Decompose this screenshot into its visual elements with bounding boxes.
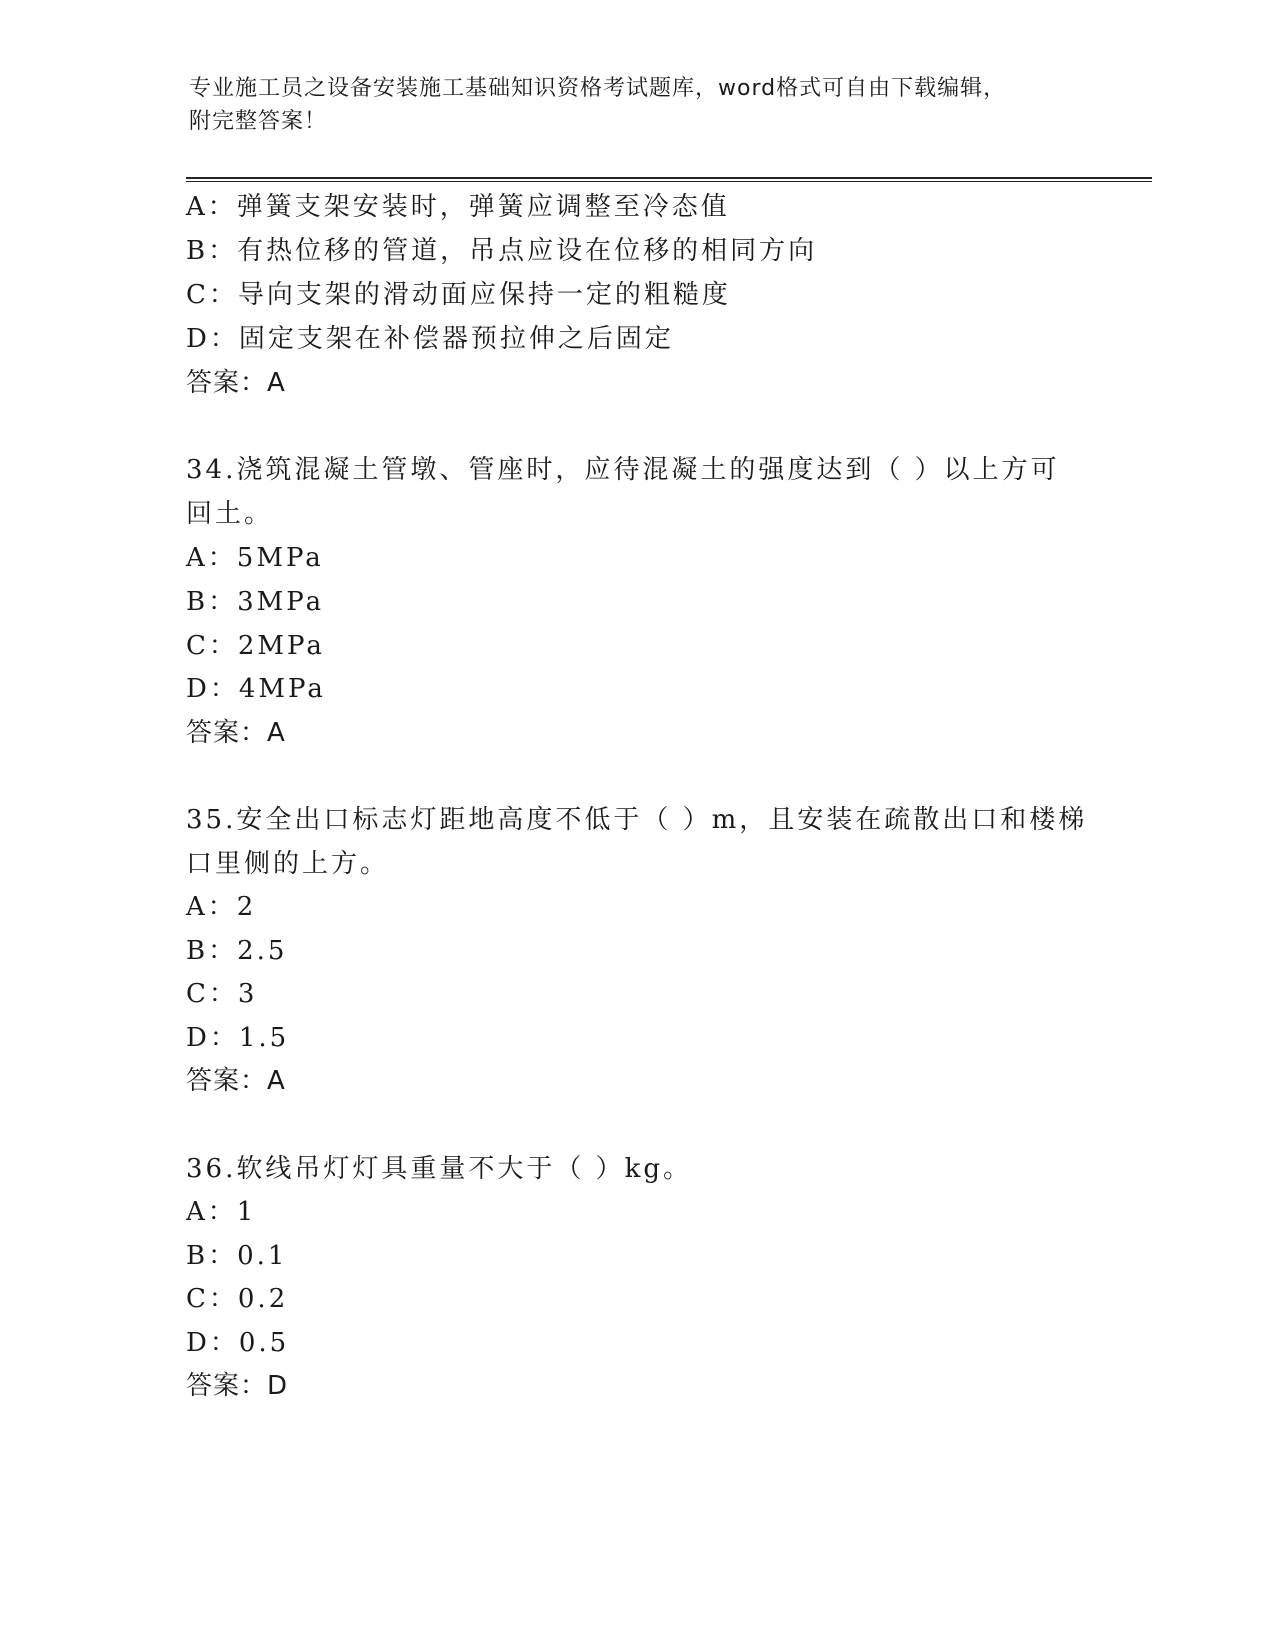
q33-answer: 答案：A [186, 368, 286, 398]
document-header [189, 72, 1089, 138]
q36-answer: 答案：D [186, 1371, 289, 1401]
q36-option-c: C：0.2 [186, 1284, 289, 1314]
q34-option-b: B：3MPa [186, 587, 325, 617]
q34-option-d: D：4MPa [186, 674, 326, 704]
q35-option-a: A：2 [186, 892, 257, 922]
q35-option-b: B：2.5 [186, 936, 288, 966]
q34-stem-line-1: 34.浇筑混凝土管墩、管座时，应待混凝土的强度达到（ ）以上方可 [186, 455, 1060, 485]
q34-stem-line-2: 回土。 [186, 499, 274, 529]
q36-option-d: D：0.5 [186, 1328, 290, 1358]
q34-option-a: A：5MPa [186, 543, 324, 573]
q33-option-d: D：固定支架在补偿器预拉伸之后固定 [186, 324, 674, 354]
q33-option-b: B：有热位移的管道，吊点应设在位移的相同方向 [186, 236, 818, 266]
q36-option-b: B：0.1 [186, 1241, 288, 1271]
q36-stem-line-1: 36.软线吊灯灯具重量不大于（ ）kg。 [186, 1154, 693, 1184]
q35-option-d: D：1.5 [186, 1023, 290, 1053]
header-line-1: 专业施工员之设备安装施工基础知识资格考试题库，word格式可自由下载编辑， [189, 76, 1007, 101]
q36-option-a: A：1 [186, 1197, 257, 1227]
q35-stem-line-1: 35.安全出口标志灯距地高度不低于（ ）m，且安装在疏散出口和楼梯 [186, 805, 1088, 835]
q34-option-c: C：2MPa [186, 631, 325, 661]
q34-answer: 答案：A [186, 718, 286, 748]
q35-option-c: C：3 [186, 979, 258, 1009]
header-divider [186, 177, 1152, 182]
q33-option-c: C：导向支架的滑动面应保持一定的粗糙度 [186, 280, 731, 310]
q35-stem-line-2: 口里侧的上方。 [186, 849, 390, 879]
header-line-2: 附完整答案！ [189, 109, 328, 134]
q33-option-a: A：弹簧支架安装时，弹簧应调整至冷态值 [186, 192, 730, 222]
q35-answer: 答案：A [186, 1066, 286, 1096]
